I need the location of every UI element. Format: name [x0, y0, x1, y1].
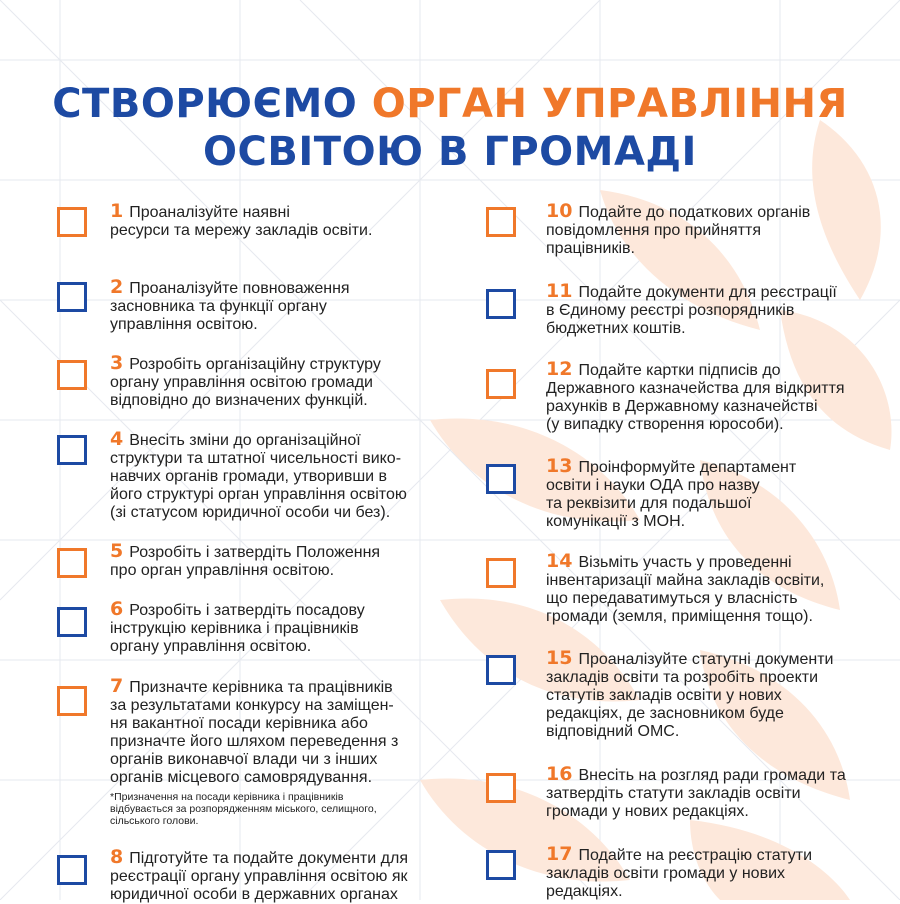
step-number: 10 [546, 200, 573, 222]
step-text: Розробіть і затвердіть Положення про орган управління освітою. [110, 544, 381, 579]
step-number: 5 [110, 540, 124, 562]
step-number: 6 [110, 598, 124, 620]
checkbox[interactable] [57, 207, 87, 237]
step-text: Розробіть і затвердіть посадову інструкцію керівника і працівників органу управління освітою. [110, 602, 365, 655]
title-orange-part: ОРГАН УПРАВЛІННЯ [371, 81, 848, 127]
checkbox[interactable] [57, 855, 87, 885]
step-text: Проаналізуйте наявні ресурси та мережу закладів освіти. [110, 204, 373, 239]
step-text: Подайте документи для реєстрації в Єдиному реєстрі розпорядників бюджетних коштів. [546, 284, 837, 337]
checkbox[interactable] [57, 282, 87, 312]
step-number: 15 [546, 647, 573, 669]
step-number: 17 [546, 843, 573, 865]
step-number: 12 [546, 358, 573, 380]
step-text: Візьміть участь у проведенні інвентаризації майна закладів освіти, що передаватимуться у власність громади (земля, приміщення тощо). [546, 554, 825, 625]
checkbox[interactable] [57, 435, 87, 465]
checkbox[interactable] [486, 558, 516, 588]
step-text: Проінформуйте департамент освіти і науки ОДА про назву та реквізити для подальшої комунікації з МОН. [546, 459, 797, 530]
step-number: 4 [110, 428, 124, 450]
step-text: Внесіть на розгляд ради громади та затвердіть статути закладів освіти громади у нових редакціях. [546, 767, 846, 820]
page-title [0, 80, 900, 176]
step-text: Проаналізуйте повноваження засновника та функції органу управління освітою. [110, 280, 350, 333]
checkbox[interactable] [486, 207, 516, 237]
checkbox[interactable] [486, 773, 516, 803]
checkbox[interactable] [486, 289, 516, 319]
step-number: 1 [110, 200, 124, 222]
step-number: 2 [110, 276, 124, 298]
step-number: 14 [546, 550, 573, 572]
checkbox[interactable] [57, 360, 87, 390]
checkbox[interactable] [486, 655, 516, 685]
step-text: Подайте на реєстрацію статути закладів освіти громади у нових редакціях. [546, 847, 813, 900]
step-text: Призначте керівника та працівників за результатами конкурсу на заміщен- ня вакантної посади керівника або призначте його шляхом переведення з органів виконавчої влади чи з інших органів місцевого самоврядування. [110, 679, 399, 786]
step-text: Внесіть зміни до організаційної структури та штатної чисельності вико- навчих органів громади, утворивши в його структурі орган управління освітою (зі статусом юридичної особи чи без). [110, 432, 407, 521]
checkbox[interactable] [486, 369, 516, 399]
step-text: Проаналізуйте статутні документи закладів освіти та розробіть проекти статутів закладів освіти у нових редакціях, де засновником буде відповідний ОМС. [546, 651, 834, 740]
checkbox[interactable] [486, 464, 516, 494]
step-number: 11 [546, 280, 573, 302]
step-text: Подайте до податкових органів повідомлення про прийняття працівників. [546, 204, 811, 257]
title-line-2: ОСВІТОЮ В ГРОМАДІ [203, 129, 697, 175]
step-number: 3 [110, 352, 124, 374]
step-footnote: *Призначення на посади керівника і працівників відбувається за розпорядженням міського, селищного, сільського голови. [110, 791, 377, 827]
step-number: 13 [546, 455, 573, 477]
checkbox[interactable] [57, 686, 87, 716]
title-blue-part: СТВОРЮЄМО [52, 81, 372, 127]
checkbox[interactable] [57, 607, 87, 637]
step-number: 7 [110, 675, 124, 697]
step-text: Подайте картки підписів до Державного казначейства для відкриття рахунків в Державному казначействі (у випадку створення юрособи). [546, 362, 845, 433]
checkbox[interactable] [486, 850, 516, 880]
step-text: Підготуйте та подайте документи для реєстрації органу управління освітою як юридичної особи в державних органах [110, 850, 408, 903]
checkbox[interactable] [57, 548, 87, 578]
step-text: Розробіть організаційну структуру органу управління освітою громади відповідно до визначених функцій. [110, 356, 381, 409]
step-number: 16 [546, 763, 573, 785]
step-number: 8 [110, 846, 124, 868]
